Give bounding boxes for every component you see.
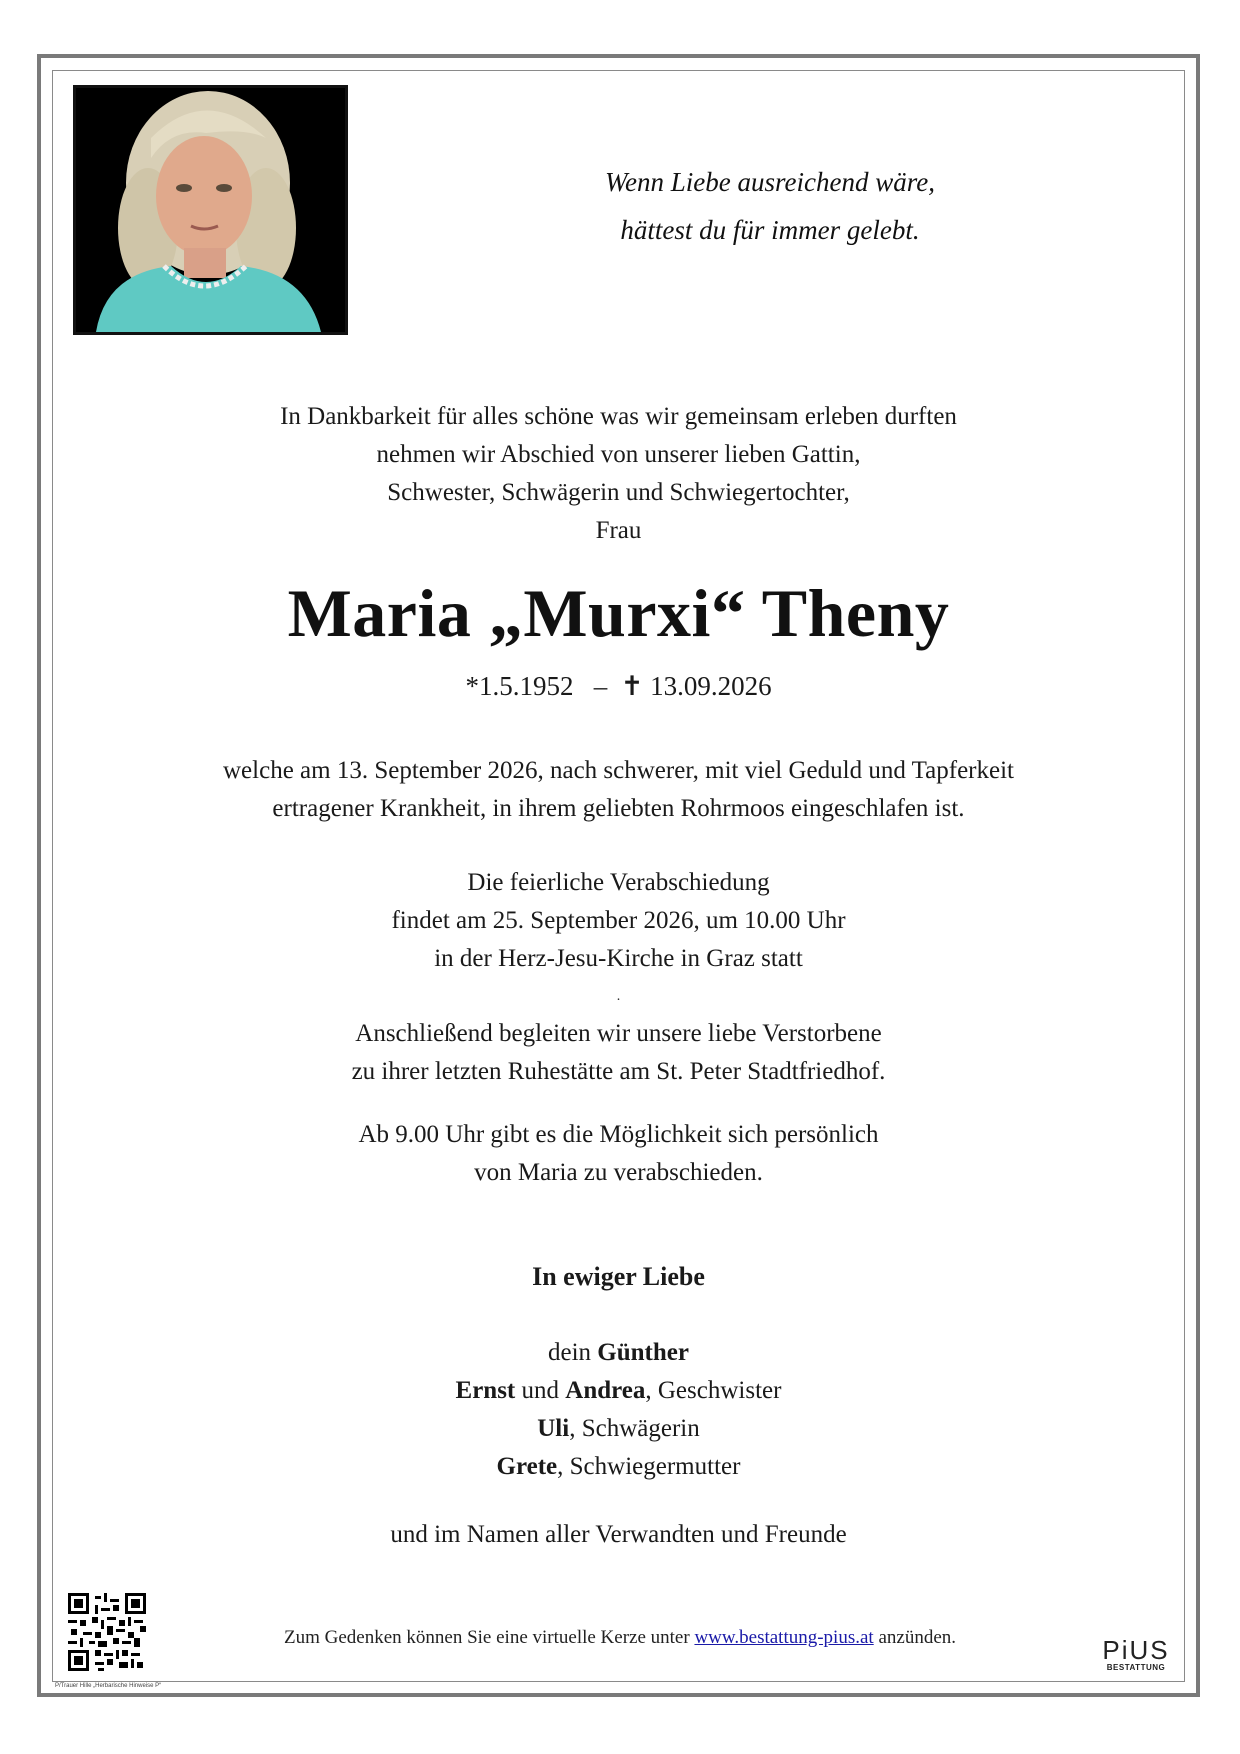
mourner-relation: , Schwägerin [569,1415,700,1442]
mourner-prefix: dein [548,1339,598,1366]
quote-line-1: Wenn Liebe ausreichend wäre, [605,167,935,197]
mourner-relation: , Geschwister [645,1377,782,1404]
mourner-relation: , Schwiegermutter [557,1453,741,1480]
ceremony-line-1: Die feierliche Verabschiedung [467,869,770,896]
mourners-list [52,1334,1185,1486]
burial-line-2: zu ihrer letzten Ruhestätte am St. Peter Stadtfriedhof. [351,1058,886,1085]
mourners-heading: In ewiger Liebe [532,1262,705,1291]
separator-dot: . [616,989,621,1004]
intro-line-1: In Dankbarkeit für alles schöne was wir gemeinsam erleben durften [280,403,957,430]
mourner-name: Uli [537,1415,570,1442]
life-dates [52,668,1185,704]
footer-text-after: anzünden. [873,1627,957,1648]
intro-line-4: Frau [595,517,642,544]
death-date: 13.09.2026 [650,671,772,701]
tiny-credit: P/Trauer Hille „Herbarische Hinweise P“ [55,1683,162,1689]
qr-code-icon[interactable] [68,1593,146,1671]
pius-logo [1100,1637,1172,1672]
ceremony-line-3: in der Herz-Jesu-Kirche in Graz statt [434,945,803,972]
mourner-row [52,1410,1185,1448]
website-link[interactable]: www.bestattung-pius.at [694,1627,874,1648]
intro-text [52,398,1185,550]
farewell-line-2: von Maria zu verabschieden. [474,1159,763,1186]
birth-date: *1.5.1952 [465,671,574,701]
memorial-quote [540,158,1000,254]
mourner-conjunction: und [515,1377,566,1404]
logo-sub-text: BESTATTUNG [1106,1663,1166,1672]
paragraph-passing [52,752,1185,828]
mourner-name: Grete [496,1453,558,1480]
paragraph-farewell [52,1116,1185,1192]
passing-line-1: welche am 13. September 2026, nach schwerer, mit viel Geduld und Tapferkeit [223,757,1014,784]
ceremony-line-2: findet am 25. September 2026, um 10.00 Uhr [391,907,846,934]
logo-main-text: PiUS [1102,1635,1170,1665]
quote-line-2: hättest du für immer gelebt. [620,215,920,245]
mourner-name: Günther [597,1339,689,1366]
deceased-name: Maria „Murxi“ Theny [287,575,950,651]
cross-icon: ✝ [620,671,644,701]
footer-text-before: Zum Gedenken können Sie eine virtuelle Kerze unter [283,1627,695,1648]
footer-note [200,1626,1040,1650]
mourner-name: Andrea [565,1377,646,1404]
mourner-row [52,1372,1185,1410]
portrait-photo [73,85,348,335]
passing-line-2: ertragener Krankheit, in ihrem geliebten Rohrmoos eingeschlafen ist. [272,795,965,822]
burial-line-1: Anschließend begleiten wir unsere liebe Verstorbene [355,1020,882,1047]
mourner-name: Ernst [455,1377,516,1404]
closing-line: und im Namen aller Verwandten und Freunde [390,1521,847,1548]
intro-line-2: nehmen wir Abschied von unserer lieben Gattin, [376,441,861,468]
mourner-row [52,1448,1185,1486]
paragraph-ceremony [52,864,1185,978]
paragraph-burial [52,1015,1185,1091]
farewell-line-1: Ab 9.00 Uhr gibt es die Möglichkeit sich persönlich [358,1121,879,1148]
intro-line-3: Schwester, Schwägerin und Schwiegertochter, [387,479,850,506]
date-separator: – [593,671,608,701]
mourner-row [52,1334,1185,1372]
